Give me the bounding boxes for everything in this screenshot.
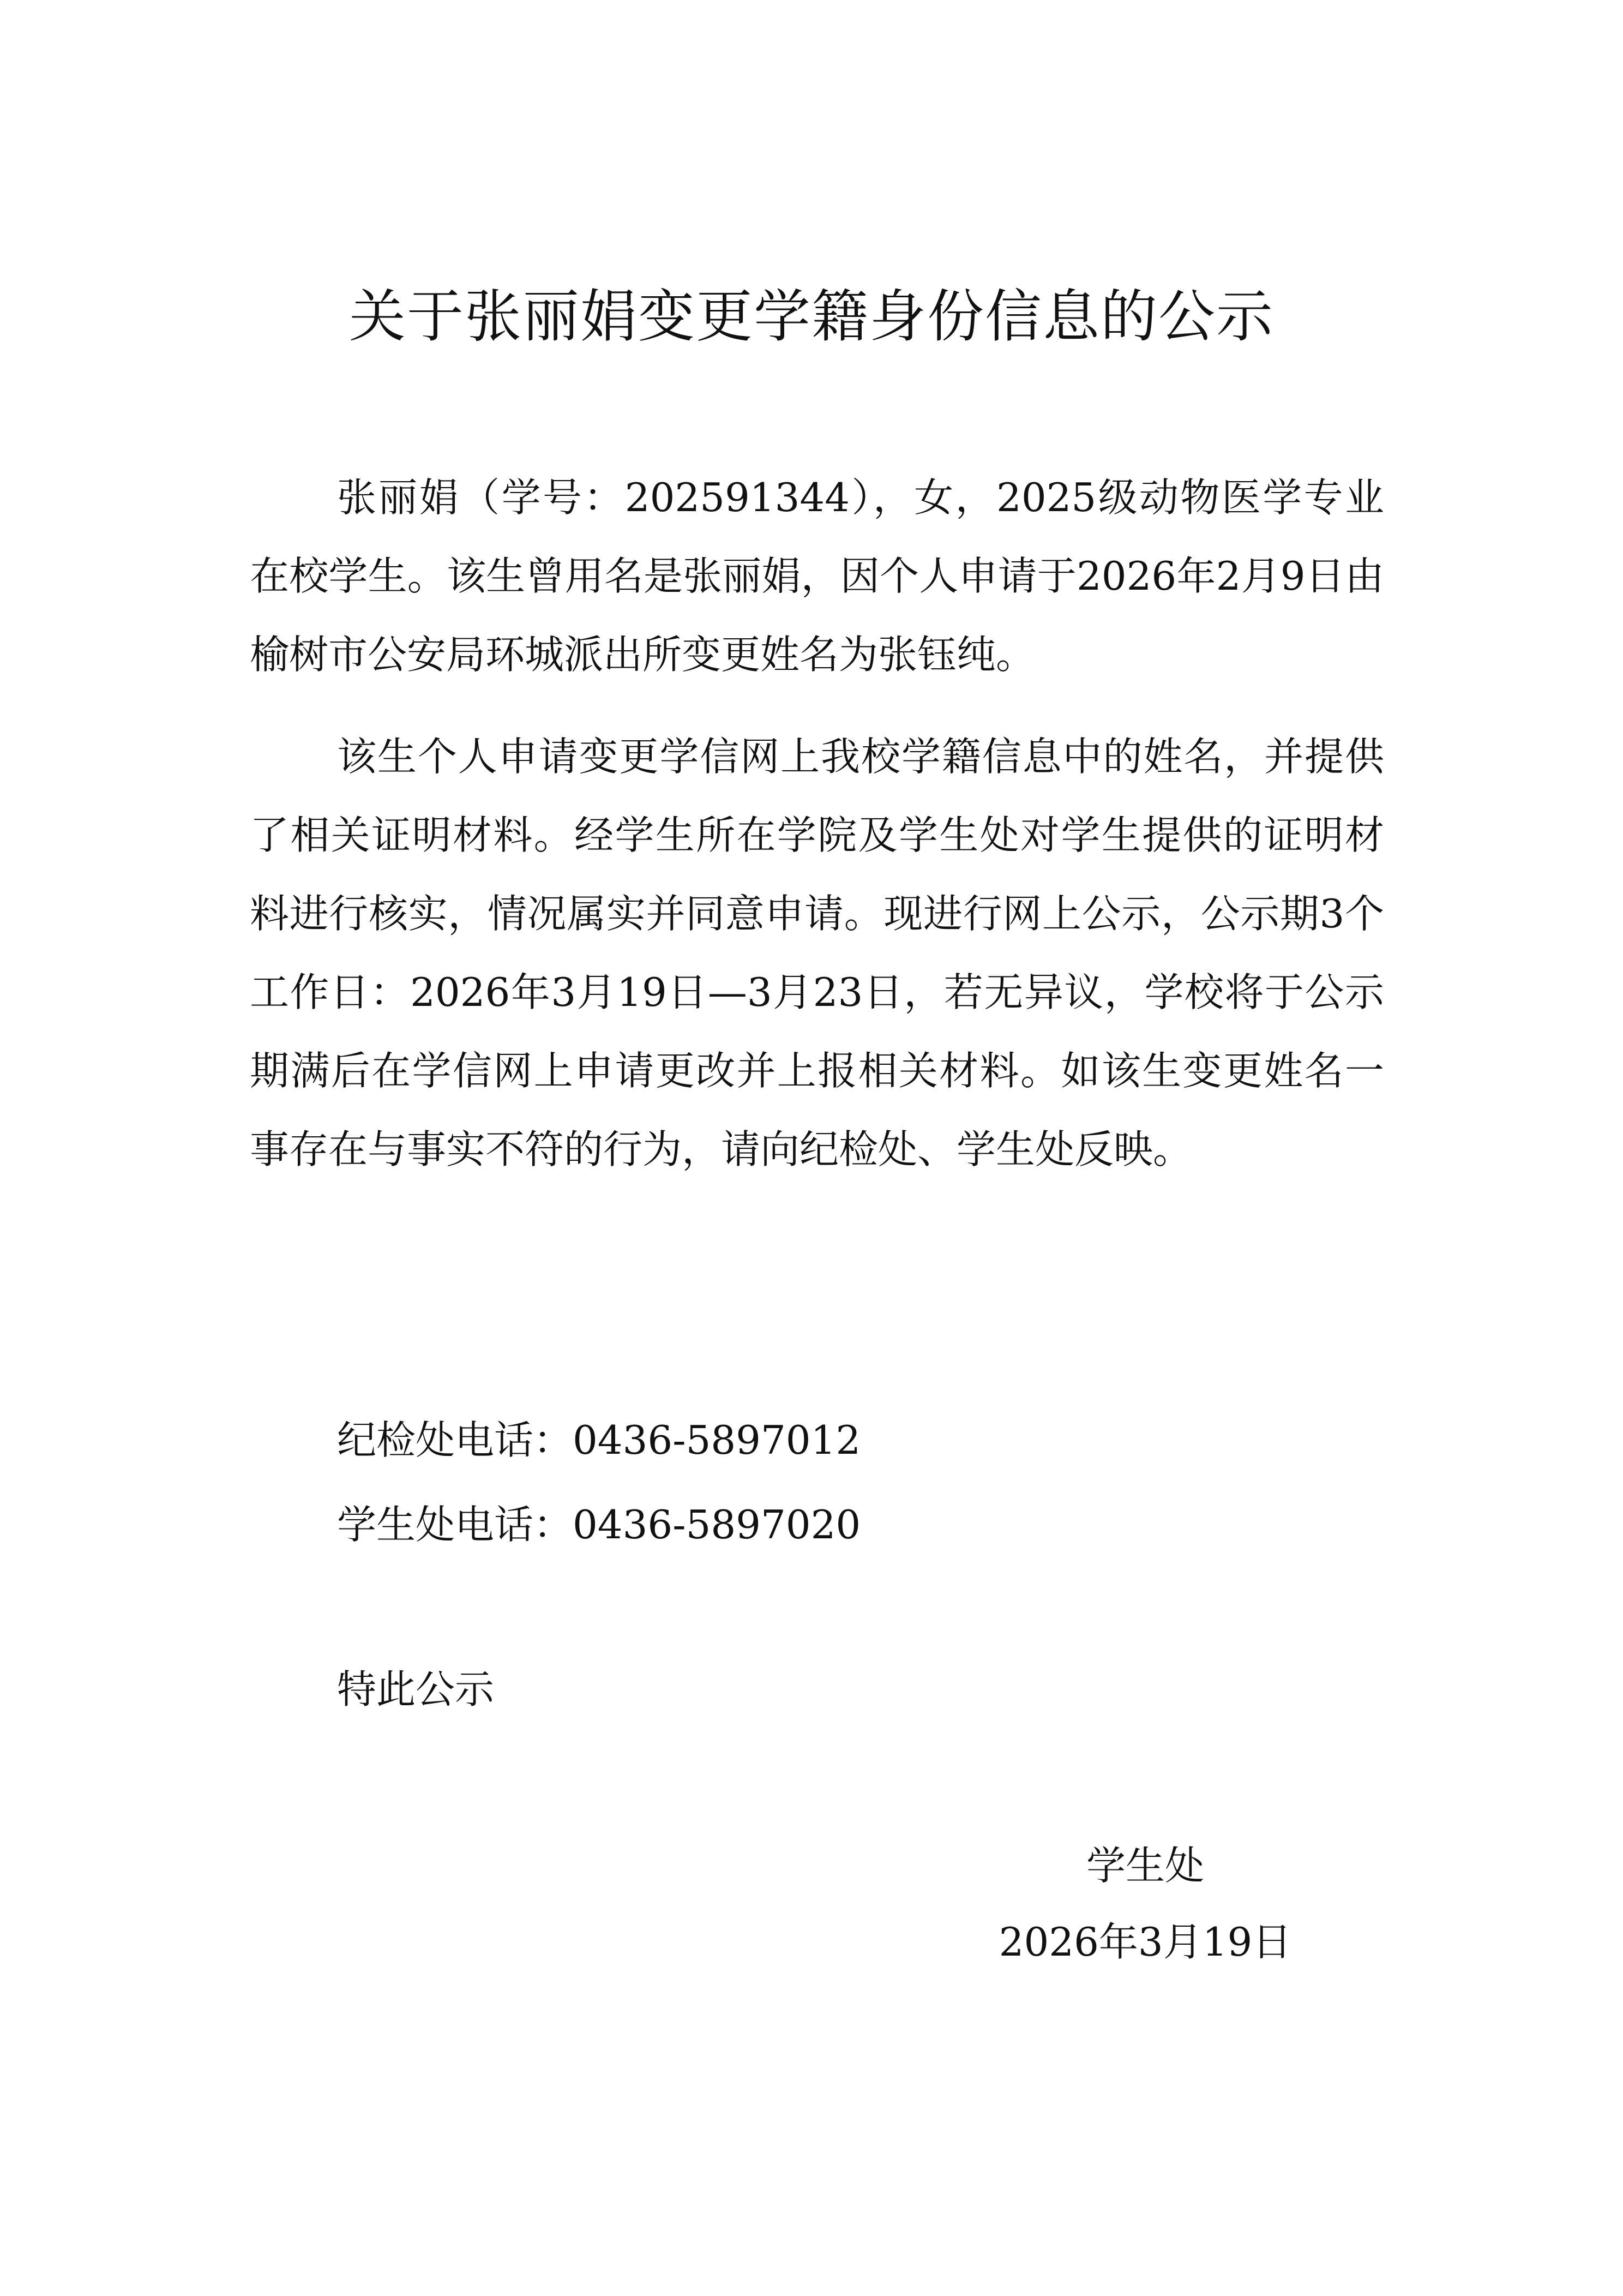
issuing-office: 学生处 <box>1086 1843 1204 1889</box>
closing-remark: 特此公示 <box>337 1666 495 1712</box>
body-paragraph: 该生个人申请变更学信网上我校学籍信息中的姓名，并提供了相关证明材料。经学生所在学院及学生处对学生提供的证明材料进行核实，情况属实并同意申请。现进行网上公示，公示期3个工作日：2026年3月19日—3月23日，若无异议，学校将于公示期满后在学信网上申请更改并上报相关材料。如该生变更姓名一事存在与事实不符的行为，请向纪检处、学生处反映。 <box>250 734 1384 1172</box>
issue-date: 2026年3月19日 <box>999 1919 1292 1965</box>
student-office-phone: 学生处电话：0436-5897020 <box>337 1502 861 1548</box>
discipline-office-phone: 纪检处电话：0436-5897012 <box>337 1417 861 1463</box>
body-paragraph: 张丽娟（学号：202591344），女，2025级动物医学专业在校学生。该生曾用名是张丽娟，因个人申请于2026年2月9日由榆树市公安局环城派出所变更姓名为张钰纯。 <box>250 475 1384 678</box>
document-title: 关于张丽娟变更学籍身份信息的公示 <box>348 283 1274 350</box>
